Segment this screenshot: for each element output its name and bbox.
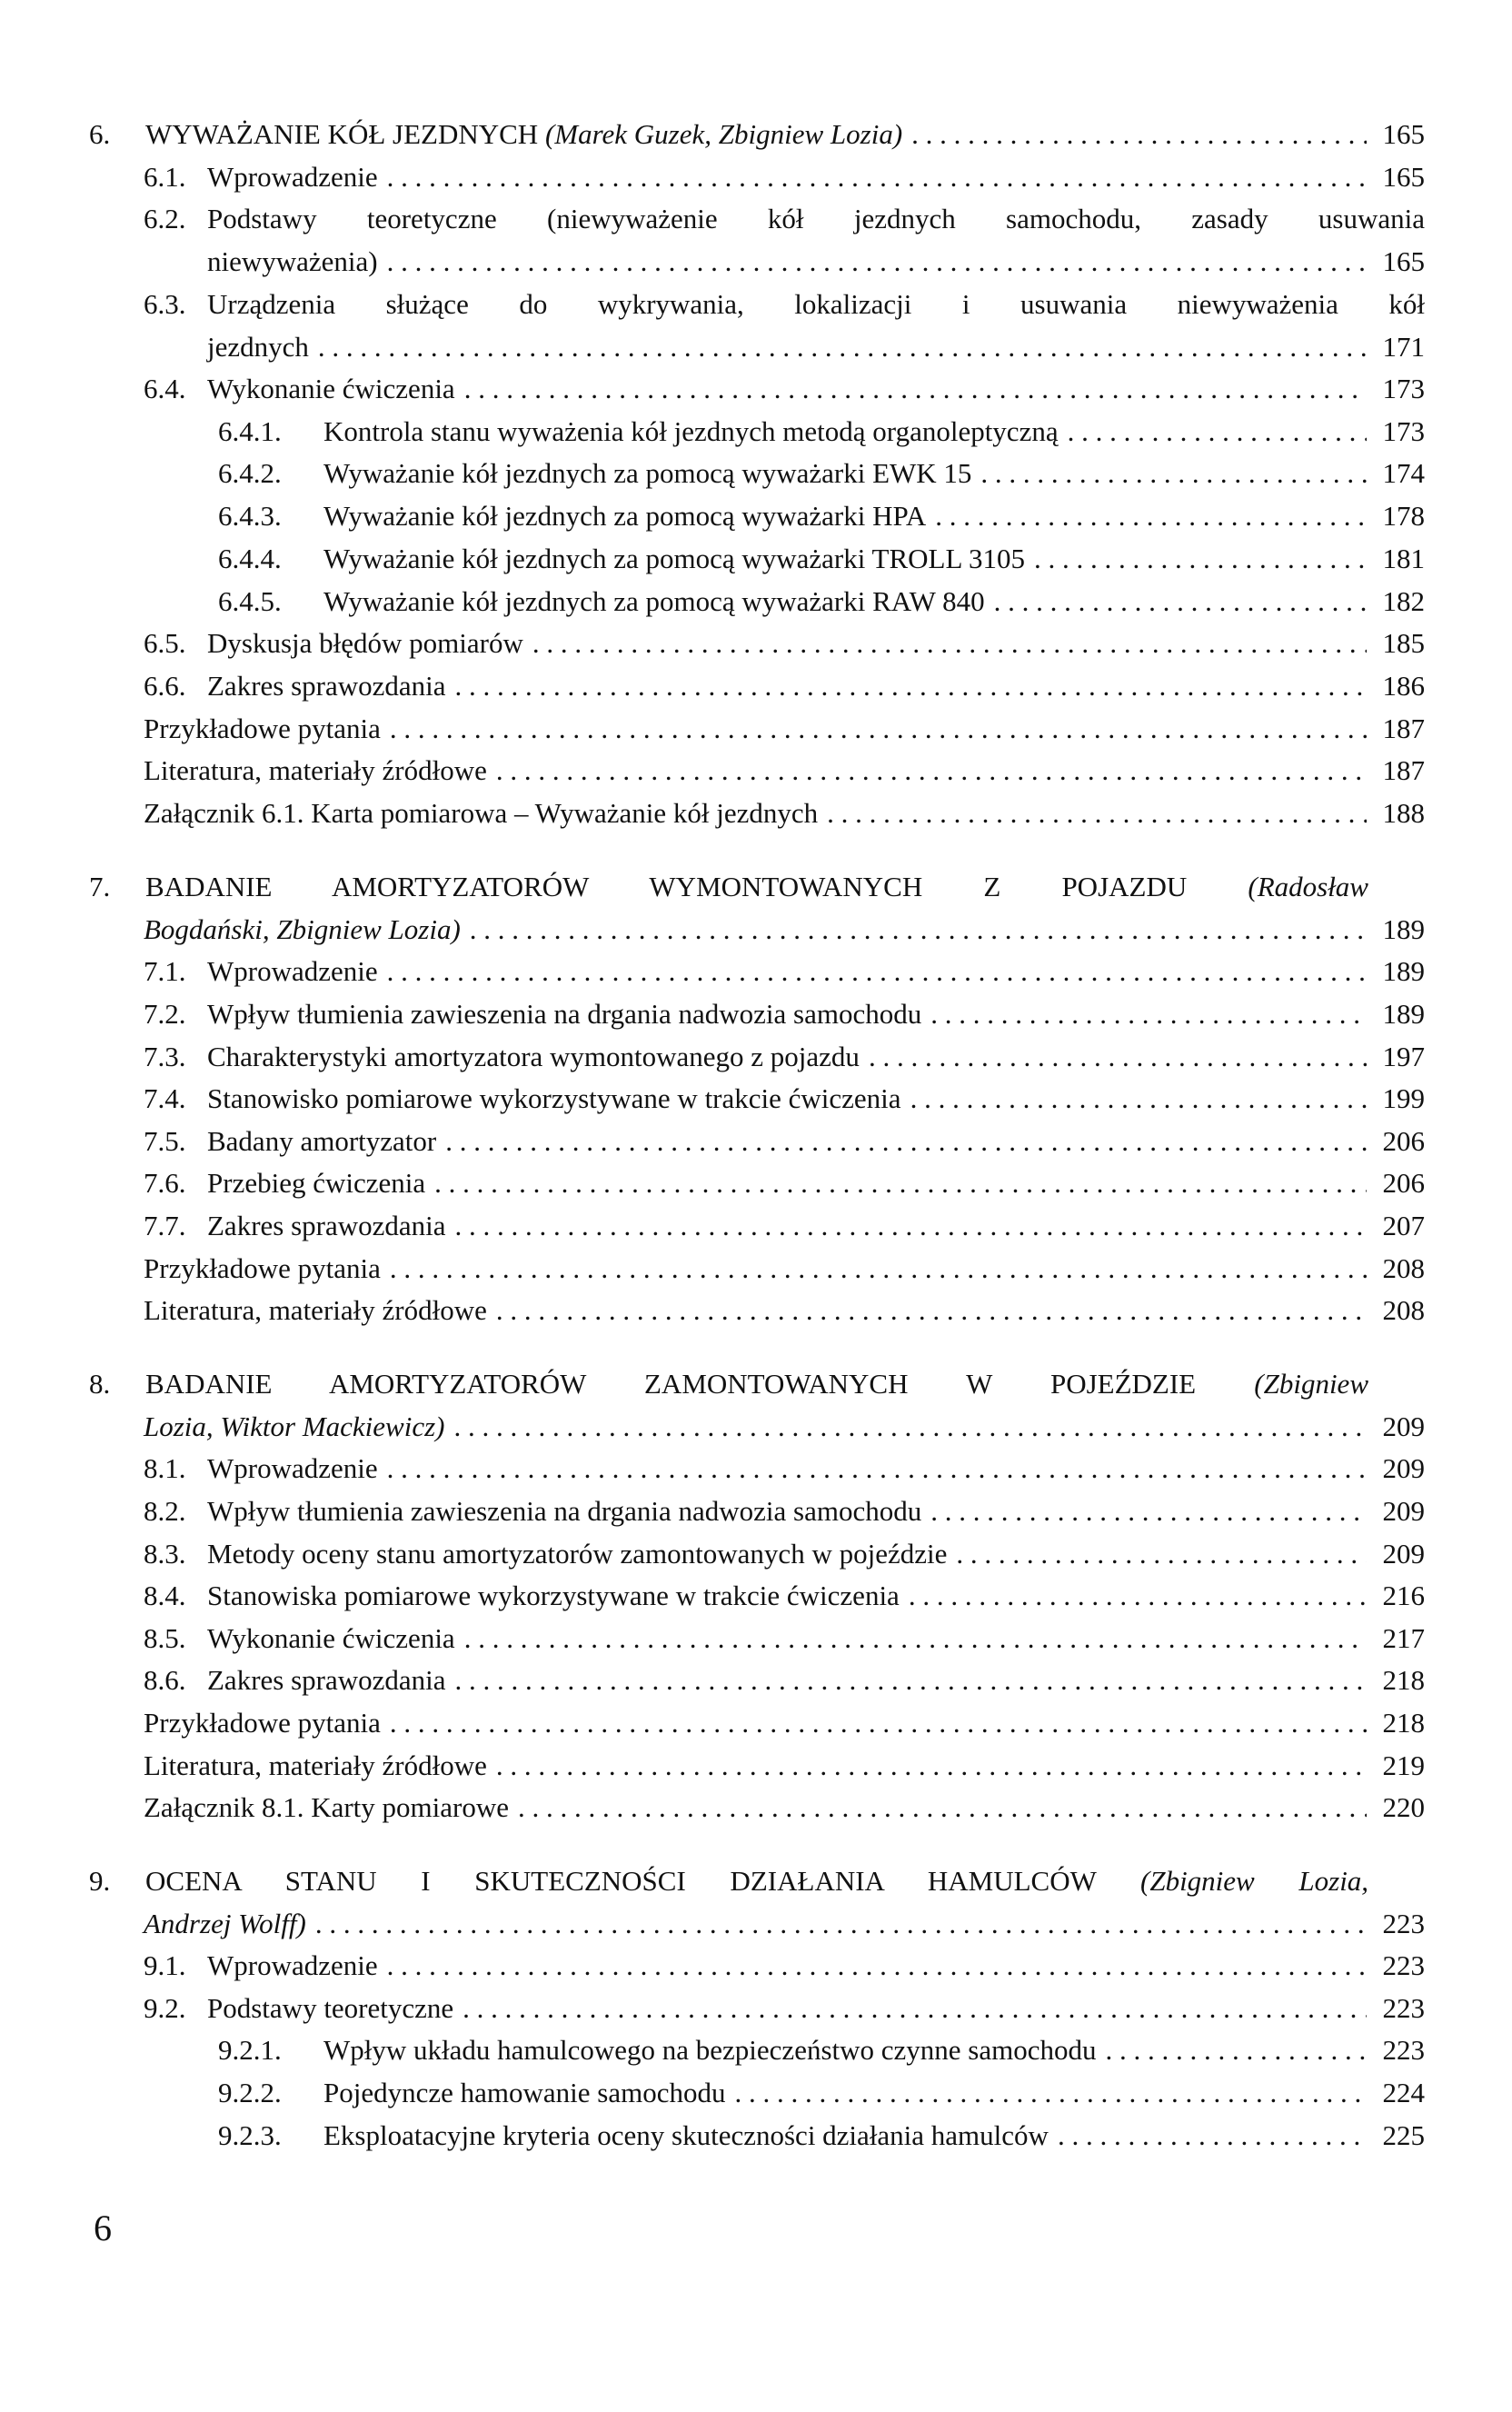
page-number: 189 xyxy=(1382,955,1425,987)
page-number: 174 xyxy=(1382,457,1425,489)
page-number: 223 xyxy=(1382,1992,1425,2024)
toc-entry xyxy=(0,1290,1512,1331)
chapter-7-authors xyxy=(0,909,1512,950)
page-number: 186 xyxy=(1382,670,1425,702)
entry-title: Stanowisko pomiarowe wykorzystywane w trakcie ćwiczenia xyxy=(207,1082,901,1114)
page-number: 165 xyxy=(1382,245,1425,277)
toc-entry xyxy=(0,2072,1512,2113)
page-number: 209 xyxy=(1382,1452,1425,1484)
chapter-title-word: WYMONTOWANYCH xyxy=(649,871,923,902)
entry-title: Dyskusja błędów pomiarów xyxy=(207,627,523,659)
entry-number: 6.4.4. xyxy=(218,543,282,574)
chapter-8-authors xyxy=(0,1406,1512,1447)
page-number: 206 xyxy=(1382,1125,1425,1157)
toc-entry xyxy=(0,411,1512,452)
toc-entry xyxy=(0,1659,1512,1700)
toc-entry xyxy=(0,708,1512,749)
entry-number: 6.6. xyxy=(144,670,186,702)
toc-entry xyxy=(0,368,1512,409)
toc-entry xyxy=(0,581,1512,622)
entry-title: Wprowadzenie xyxy=(207,1949,378,1981)
page-number: 173 xyxy=(1382,373,1425,404)
chapter-number: 6. xyxy=(89,118,111,150)
entry-number: 6.3. xyxy=(144,288,186,320)
entry-title: Wpływ układu hamulcowego na bezpieczeństwo czynne samochodu xyxy=(323,2034,1097,2066)
entry-title: Literatura, materiały źródłowe xyxy=(144,1294,487,1326)
entry-number: 8.1. xyxy=(144,1452,186,1484)
page-number: 206 xyxy=(1382,1167,1425,1199)
toc-entry xyxy=(0,538,1512,579)
toc-entry xyxy=(0,1988,1512,2028)
entry-title: Podstawy teoretyczne (niewyważenie kół jezdnych samochodu, zasady usuwania xyxy=(207,203,1425,234)
toc-entry xyxy=(0,951,1512,992)
entry-title: Pojedyncze hamowanie samochodu xyxy=(323,2077,726,2108)
toc-entry xyxy=(0,1162,1512,1203)
chapter-title-word: ZAMONTOWANYCH xyxy=(644,1368,909,1400)
toc-entry xyxy=(0,1575,1512,1616)
page-number: 182 xyxy=(1382,585,1425,617)
entry-number: 6.4. xyxy=(144,373,186,404)
entry-title: Urządzenia służące do wykrywania, lokalizacji i usuwania niewyważenia kół xyxy=(207,288,1425,320)
chapter-title-word: SKUTECZNOŚCI xyxy=(474,1865,686,1897)
page-number: 187 xyxy=(1382,713,1425,744)
toc-entry xyxy=(0,1448,1512,1489)
entry-title: Zakres sprawozdania xyxy=(207,1664,446,1696)
page-number: 219 xyxy=(1382,1749,1425,1781)
entry-title: Przykładowe pytania xyxy=(144,713,381,744)
entry-title: Eksploatacyjne kryteria oceny skuteczności działania hamulców xyxy=(323,2119,1049,2151)
toc-entry xyxy=(0,495,1512,536)
chapter-9-authors xyxy=(0,1903,1512,1944)
chapter-number: 9. xyxy=(89,1865,111,1897)
entry-number: 9.2. xyxy=(144,1992,186,2024)
entry-title: Wykonanie ćwiczenia xyxy=(207,373,455,404)
entry-title: Stanowiska pomiarowe wykorzystywane w trakcie ćwiczenia xyxy=(207,1580,900,1611)
toc-entry xyxy=(0,284,1512,324)
entry-title: Literatura, materiały źródłowe xyxy=(144,1749,487,1781)
toc-entry xyxy=(0,198,1512,239)
entry-number: 8.3. xyxy=(144,1538,186,1570)
chapter-title-word: AMORTYZATORÓW xyxy=(331,871,589,902)
toc-entry xyxy=(0,1205,1512,1246)
page-number: 171 xyxy=(1382,331,1425,363)
page-number: 185 xyxy=(1382,627,1425,659)
entry-title: Przykładowe pytania xyxy=(144,1707,381,1739)
page-number: 178 xyxy=(1382,500,1425,532)
entry-title-continuation: jezdnych xyxy=(207,331,309,363)
entry-title: Wpływ tłumienia zawieszenia na drgania nadwozia samochodu xyxy=(207,998,922,1030)
entry-title: Wyważanie kół jezdnych za pomocą wyważarki EWK 15 xyxy=(323,457,972,489)
entry-number: 6.4.3. xyxy=(218,500,282,532)
page-number: 208 xyxy=(1382,1294,1425,1326)
toc-entry xyxy=(0,1121,1512,1161)
toc-entry xyxy=(0,1248,1512,1289)
chapter-title: WYWAŻANIE KÓŁ JEZDNYCH xyxy=(145,118,539,150)
chapter-authors-continuation: Lozia, Wiktor Mackiewicz) xyxy=(144,1410,445,1442)
entry-number: 6.4.2. xyxy=(218,457,282,489)
toc-entry xyxy=(0,156,1512,197)
toc-entry xyxy=(0,1036,1512,1077)
chapter-title-word: I xyxy=(421,1865,431,1897)
toc-entry xyxy=(0,750,1512,791)
chapter-title-word: POJEŹDZIE xyxy=(1049,1368,1197,1400)
chapter-title-word: OCENA xyxy=(145,1865,242,1897)
chapter-authors: (Marek Guzek, Zbigniew Lozia) xyxy=(544,118,903,150)
entry-title: Podstawy teoretyczne xyxy=(207,1992,454,2024)
entry-title: Wyważanie kół jezdnych za pomocą wyważarki HPA xyxy=(323,500,927,532)
toc-entry xyxy=(0,1618,1512,1659)
page-folio: 6 xyxy=(94,2208,112,2248)
page-number: 181 xyxy=(1382,543,1425,574)
chapter-8-heading xyxy=(0,1363,1512,1404)
chapter-authors: (Zbigniew Lozia, xyxy=(1140,1865,1369,1897)
toc-entry xyxy=(0,1702,1512,1743)
entry-number: 9.2.3. xyxy=(218,2119,282,2151)
entry-number: 7.7. xyxy=(144,1210,186,1241)
chapter-title-word: AMORTYZATORÓW xyxy=(328,1368,586,1400)
entry-number: 6.1. xyxy=(144,161,186,193)
toc-entry xyxy=(0,1490,1512,1531)
page-number: 223 xyxy=(1382,2034,1425,2066)
entry-title: Literatura, materiały źródłowe xyxy=(144,754,487,786)
chapter-7-heading xyxy=(0,866,1512,907)
entry-number: 8.5. xyxy=(144,1622,186,1654)
entry-number: 9.2.1. xyxy=(218,2034,282,2066)
entry-number: 9.1. xyxy=(144,1949,186,1981)
chapter-6-heading xyxy=(0,114,1512,154)
chapter-authors: (Radosław xyxy=(1248,871,1368,902)
entry-number: 8.4. xyxy=(144,1580,186,1611)
entry-title: Przebieg ćwiczenia xyxy=(207,1167,426,1199)
chapter-title-word: Z xyxy=(983,871,1001,902)
page-number: 197 xyxy=(1382,1041,1425,1072)
chapter-title-word: HAMULCÓW xyxy=(927,1865,1097,1897)
page-number: 189 xyxy=(1382,998,1425,1030)
entry-title: Zakres sprawozdania xyxy=(207,1210,446,1241)
toc-entry-continuation xyxy=(0,326,1512,367)
page-number: 223 xyxy=(1382,1908,1425,1939)
chapter-authors-continuation: Bogdański, Zbigniew Lozia) xyxy=(144,913,461,945)
toc-entry xyxy=(0,1745,1512,1786)
toc-entry xyxy=(0,1787,1512,1828)
toc-entry-continuation xyxy=(0,241,1512,282)
page-number: 216 xyxy=(1382,1580,1425,1611)
entry-number: 6.2. xyxy=(144,203,186,234)
entry-title: Przykładowe pytania xyxy=(144,1252,381,1284)
page-number: 223 xyxy=(1382,1949,1425,1981)
entry-title-continuation: niewyważenia) xyxy=(207,245,378,277)
entry-title: Wyważanie kół jezdnych za pomocą wyważarki RAW 840 xyxy=(323,585,985,617)
entry-number: 7.5. xyxy=(144,1125,186,1157)
entry-number: 6.4.5. xyxy=(218,585,282,617)
page-number: 165 xyxy=(1382,161,1425,193)
entry-title: Wprowadzenie xyxy=(207,1452,378,1484)
entry-number: 7.6. xyxy=(144,1167,186,1199)
page-number: 199 xyxy=(1382,1082,1425,1114)
toc-entry xyxy=(0,665,1512,706)
toc-entry xyxy=(0,1078,1512,1119)
entry-title: Załącznik 6.1. Karta pomiarowa – Wyważanie kół jezdnych xyxy=(144,797,819,829)
page-number: 217 xyxy=(1382,1622,1425,1654)
page-number: 207 xyxy=(1382,1210,1425,1241)
page-number: 220 xyxy=(1382,1791,1425,1823)
entry-title: Metody oceny stanu amortyzatorów zamontowanych w pojeździe xyxy=(207,1538,948,1570)
chapter-title-word: POJAZDU xyxy=(1061,871,1188,902)
entry-number: 8.2. xyxy=(144,1495,186,1527)
chapter-number: 7. xyxy=(89,871,111,902)
entry-number: 7.2. xyxy=(144,998,186,1030)
page-number: 218 xyxy=(1382,1707,1425,1739)
entry-number: 7.1. xyxy=(144,955,186,987)
chapter-title-word: DZIAŁANIA xyxy=(730,1865,884,1897)
page-number: 218 xyxy=(1382,1664,1425,1696)
toc-entry xyxy=(0,2115,1512,2156)
entry-title: Wykonanie ćwiczenia xyxy=(207,1622,455,1654)
entry-title: Charakterystyki amortyzatora wymontowanego z pojazdu xyxy=(207,1041,860,1072)
chapter-authors: (Zbigniew xyxy=(1254,1368,1368,1400)
entry-number: 7.4. xyxy=(144,1082,186,1114)
page-number: 173 xyxy=(1382,415,1425,447)
page-number: 188 xyxy=(1382,797,1425,829)
entry-number: 6.4.1. xyxy=(218,415,282,447)
toc-entry xyxy=(0,623,1512,663)
page-number: 209 xyxy=(1382,1410,1425,1442)
entry-title: Wpływ tłumienia zawieszenia na drgania nadwozia samochodu xyxy=(207,1495,922,1527)
page-number: 165 xyxy=(1382,118,1425,150)
toc-entry xyxy=(0,792,1512,833)
chapter-title-word: BADANIE xyxy=(145,1368,273,1400)
entry-title: Wyważanie kół jezdnych za pomocą wyważarki TROLL 3105 xyxy=(323,543,1025,574)
entry-title: Zakres sprawozdania xyxy=(207,670,446,702)
page-number: 189 xyxy=(1382,913,1425,945)
chapter-number: 8. xyxy=(89,1368,111,1400)
entry-number: 8.6. xyxy=(144,1664,186,1696)
page-number: 225 xyxy=(1382,2119,1425,2151)
page-number: 209 xyxy=(1382,1495,1425,1527)
toc-entry xyxy=(0,993,1512,1034)
page-number: 187 xyxy=(1382,754,1425,786)
page-number: 209 xyxy=(1382,1538,1425,1570)
chapter-title-word: STANU xyxy=(284,1865,377,1897)
chapter-title-word: BADANIE xyxy=(145,871,273,902)
page-number: 224 xyxy=(1382,2077,1425,2108)
entry-title: Wprowadzenie xyxy=(207,161,378,193)
entry-number: 9.2.2. xyxy=(218,2077,282,2108)
toc-entry xyxy=(0,1945,1512,1986)
entry-title: Wprowadzenie xyxy=(207,955,378,987)
entry-title: Kontrola stanu wyważenia kół jezdnych metodą organoleptyczną xyxy=(323,415,1059,447)
page-number: 208 xyxy=(1382,1252,1425,1284)
entry-number: 7.3. xyxy=(144,1041,186,1072)
entry-number: 6.5. xyxy=(144,627,186,659)
entry-title: Badany amortyzator xyxy=(207,1125,437,1157)
toc-entry xyxy=(0,453,1512,493)
chapter-title-word: W xyxy=(966,1368,992,1400)
entry-title: Załącznik 8.1. Karty pomiarowe xyxy=(144,1791,509,1823)
chapter-9-heading xyxy=(0,1860,1512,1901)
chapter-authors-continuation: Andrzej Wolff) xyxy=(144,1908,306,1939)
toc-entry xyxy=(0,2029,1512,2070)
toc-entry xyxy=(0,1533,1512,1574)
